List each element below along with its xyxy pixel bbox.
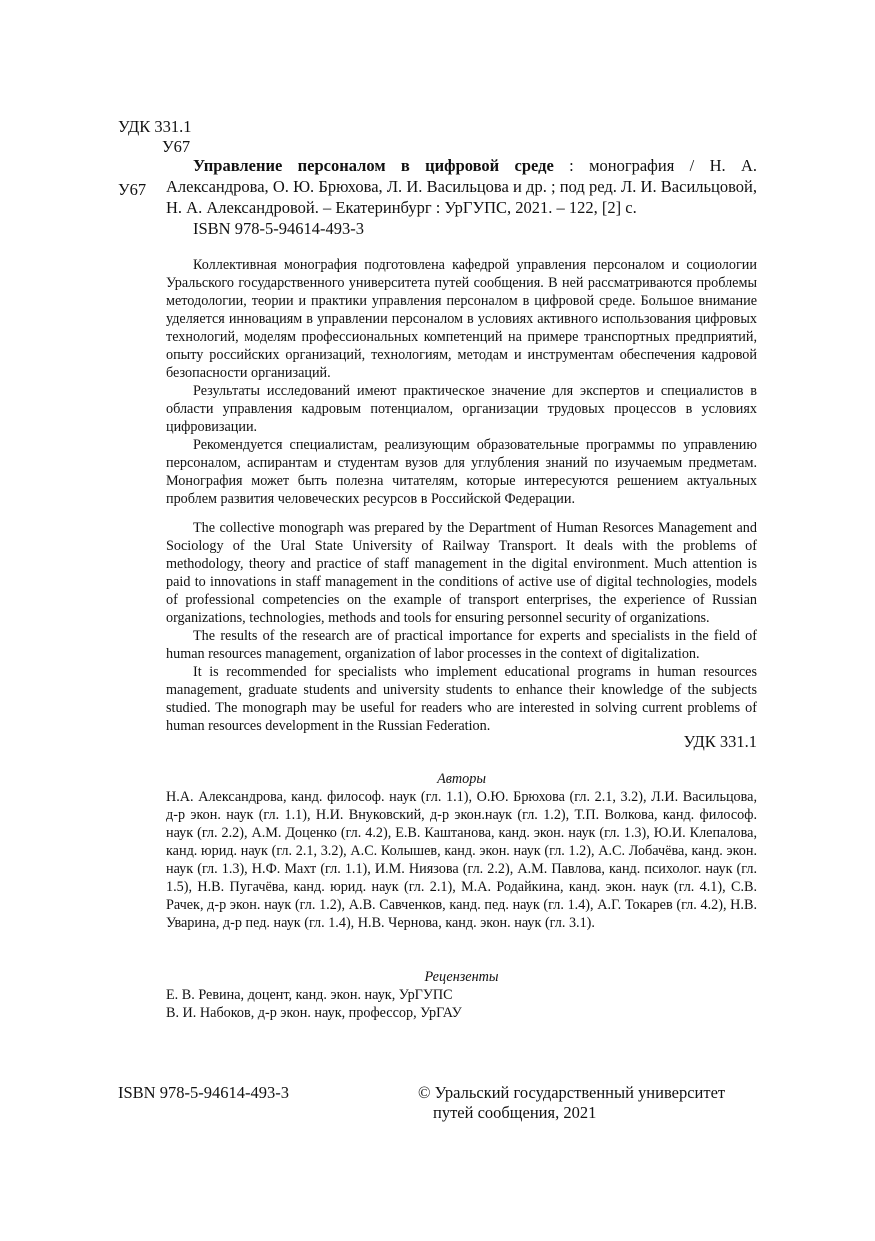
book-title: Управление персоналом в цифровой среде: [193, 156, 554, 175]
abstract-en-paragraph: It is recommended for specialists who implement educational programs in human resources management, graduate students and university students to enhance their knowledge of the subjects studied. The monograph may be useful for readers who are interested in solving current problems of human resources development in the Russian Federation.: [166, 664, 757, 734]
reviewer-item: Е. В. Ревина, доцент, канд. экон. наук, УрГУПС: [166, 987, 453, 1003]
copyright-line-1: © Уральский государственный университет: [418, 1083, 726, 1102]
abstract-ru-paragraph: Рекомендуется специалистам, реализующим образовательные программы по управлению персоналом, аспирантам и студентам вузов для углубления знаний по изучаемым предметам. Монография может быть полезна читателям, которые интересуются решением актуальных проблем развития человеческих ресурсов в Российской Федерации.: [166, 437, 757, 507]
author-mark-left: У67: [118, 180, 147, 199]
author-mark: У67: [162, 137, 191, 156]
abstract-en-paragraph: The collective monograph was prepared by the Department of Human Resorces Management and Sociology of the Ural State University of Railway Transport. It deals with the problems of methodology, theory and practice of staff management in the digital environment. Much attention is paid to innovations in staff management in the conditions of active use of digital technologies, models of professional competencies on the example of transport enterprises, the experience of Russian organizations, technologies, methods and tools for ensuring personnel security of organizations.: [166, 520, 757, 626]
abstract-ru-paragraph: Коллективная монография подготовлена кафедрой управления персоналом и социологии Уральского государственного университета путей сообщения. В ней рассматриваются проблемы методологии, теории и практики управления персоналом в цифровой среде. Большое внимание уделяется инновациям в управлении персоналом в условиях активного использования цифровых технологий, моделям профессиональных компетенций на примере транспортных предприятий, опыту российских организаций, технологиям, методам и инструментам обеспечения кадровой безопасности организаций.: [166, 257, 757, 381]
authors-list: Н.А. Александрова, канд. философ. наук (гл. 1.1), О.Ю. Брюхова (гл. 2.1, 3.2), Л.И. Васильцова, д-р экон. наук (гл. 1.1), Н.И. Внуковский, д-р экон.наук (гл. 1.2), Т.П. Волкова, канд. философ. наук (гл. 2.2), А.М. Доценко (гл. 4.2), Е.В. Каштанова, канд. экон. наук (гл. 1.3), Ю.И. Клепалова, канд. юрид. наук (гл. 2.1, 3.2), А.С. Колышев, канд. экон. наук (гл. 1.2), А.С. Лобачёва, канд. экон. наук (гл. 1.3), Н.Ф. Махт (гл. 1.1), И.М. Ниязова (гл. 2.2), А.М. Павлова, канд. психолог. наук (гл. 1.5), Н.В. Пугачёва, канд. юрид. наук (гл. 2.1), М.А. Родайкина, канд. экон. наук (гл. 4.1), С.В. Рачек, д-р экон. наук (гл. 1.2), А.В. Савченков, канд. пед. наук (гл. 1.4), А.Г. Токарев (гл. 4.2), Н.В. Уварина, д-р пед. наук (гл. 1.4), Н.В. Чернова, канд. экон. наук (гл. 3.1).: [166, 789, 757, 931]
bibliographic-details: : монография / Н. А. Александрова, О. Ю. Брюхова, Л. И. Васильцова и др. ; под ред. Л. И. Васильцовой, Н. А. Александровой. – Екатеринбург : УрГУПС, 2021. – 122, [2] с.: [166, 156, 757, 217]
abstract-en-paragraph: The results of the research are of practical importance for experts and specialists in the field of human resources management, organization of labor processes in the context of digitalization.: [166, 628, 757, 662]
reviewer-item: В. И. Набоков, д-р экон. наук, профессор, УрГАУ: [166, 1005, 462, 1021]
abstract-ru-paragraph: Результаты исследований имеют практическое значение для экспертов и специалистов в области управления кадровым потенциалом, организации трудовых процессов в условиях цифровизации.: [166, 383, 757, 435]
udk-code-right: УДК 331.1: [683, 732, 757, 751]
isbn-line: ISBN 978-5-94614-493-3: [193, 219, 364, 238]
abstract-ru: [166, 256, 757, 508]
copyright-line-2: путей сообщения, 2021: [433, 1103, 597, 1122]
bibliographic-record: [166, 155, 757, 218]
udk-code: УДК 331.1: [118, 117, 192, 136]
authors-heading: Авторы: [437, 771, 486, 787]
abstract-en: [166, 519, 757, 735]
footer-isbn: ISBN 978-5-94614-493-3: [118, 1083, 289, 1102]
reviewers-list: [166, 986, 757, 1022]
reviewers-heading: Рецензенты: [424, 969, 499, 985]
